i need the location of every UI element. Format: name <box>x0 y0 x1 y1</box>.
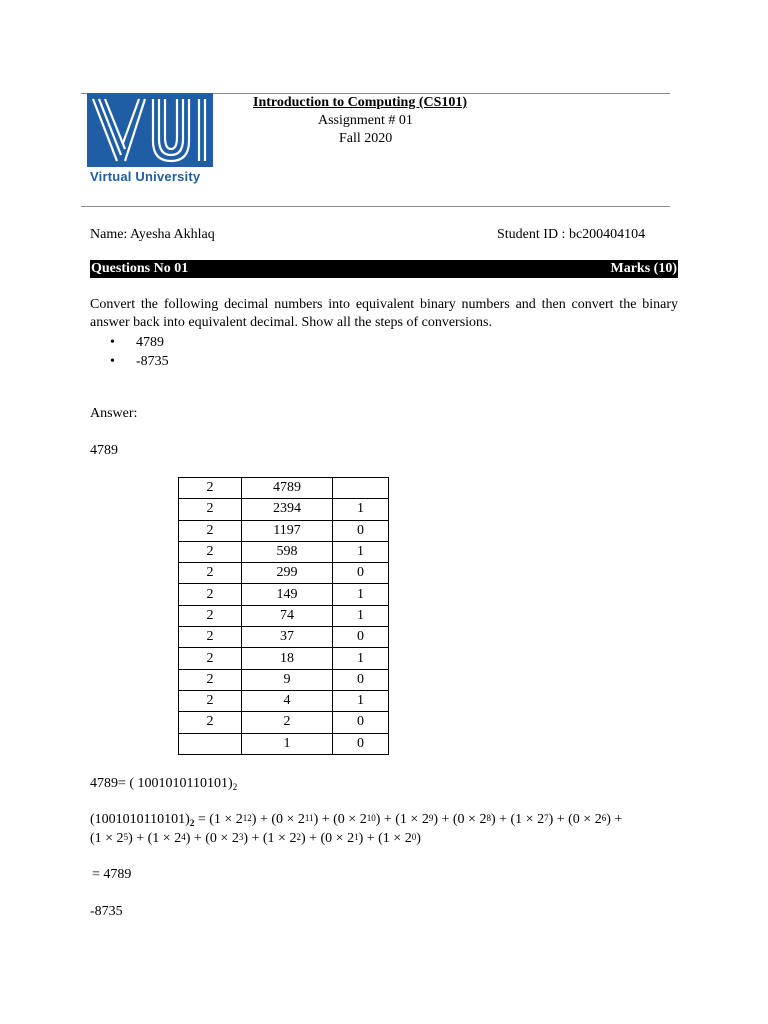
expansion-line-2 <box>90 830 421 848</box>
expansion-line-1 <box>90 811 622 829</box>
divisor-cell: 2 <box>179 499 242 520</box>
division-table <box>178 477 389 755</box>
quotient-cell: 1 <box>242 733 333 754</box>
table-row <box>179 627 389 648</box>
table-row <box>179 584 389 605</box>
remainder-cell <box>333 478 389 499</box>
table-row <box>179 690 389 711</box>
course-title: Introduction to Computing (CS101) <box>253 95 468 110</box>
quotient-cell: 598 <box>242 541 333 562</box>
expansion-term: + $(0 \times 2^3)$ <box>190 831 248 846</box>
expansion-term: + $(1 \times 2^9)$ <box>380 812 438 827</box>
expansion-term: + $(0 \times 2^6)$ + <box>553 812 623 827</box>
expansion-term: + $(1 \times 2^4)$ <box>132 831 191 846</box>
answer-label: Answer: <box>90 406 138 421</box>
table-row <box>179 733 389 754</box>
table-row <box>179 541 389 562</box>
binary-result-base: 2 <box>232 782 238 792</box>
divisor-cell: 2 <box>179 690 242 711</box>
header-bottom-rule <box>81 206 670 207</box>
remainder-cell: 0 <box>333 520 389 541</box>
remainder-cell: 1 <box>333 584 389 605</box>
quotient-cell: 18 <box>242 648 333 669</box>
quotient-cell: 2 <box>242 712 333 733</box>
expansion-term: + $(0 \times 2^{10})$ <box>318 812 381 827</box>
table-row <box>179 520 389 541</box>
quotient-cell: 299 <box>242 563 333 584</box>
expansion-term: + $(0 \times 2^1)$ <box>305 831 364 846</box>
remainder-cell: 0 <box>333 712 389 733</box>
remainder-cell: 1 <box>333 605 389 626</box>
divisor-cell: 2 <box>179 669 242 690</box>
binary-result <box>90 775 237 793</box>
expansion-binary: (1001010110101) <box>90 812 190 827</box>
question-marks: Marks (10) <box>610 261 677 276</box>
quotient-cell: 37 <box>242 627 333 648</box>
question-text: Convert the following decimal numbers into equivalent binary numbers and then convert the binary answer back into equivalent decimal. Show all the steps of conversions. <box>90 297 678 330</box>
divisor-cell: 2 <box>179 627 242 648</box>
quotient-cell: 4789 <box>242 478 333 499</box>
quotient-cell: 1197 <box>242 520 333 541</box>
remainder-cell: 1 <box>333 541 389 562</box>
quotient-cell: 9 <box>242 669 333 690</box>
expansion-total: = 4789 <box>92 867 132 882</box>
question-item: • -8735 <box>110 352 169 371</box>
assignment-number: Assignment # 01 <box>318 113 413 128</box>
question-header-bar <box>90 260 678 278</box>
table-row <box>179 712 389 733</box>
divisor-cell: 2 <box>179 605 242 626</box>
expansion-term: $(1 \times 2^5)$ <box>90 831 133 846</box>
divisor-cell: 2 <box>179 520 242 541</box>
remainder-cell: 0 <box>333 627 389 648</box>
expansion-term: + $(1 \times 2^0)$ <box>363 831 421 846</box>
remainder-cell: 0 <box>333 733 389 754</box>
divisor-cell: 2 <box>179 541 242 562</box>
expansion-term: + $(1 \times 2^2)$ <box>247 831 306 846</box>
student-id: Student ID : bc200404104 <box>497 227 646 242</box>
question-title: Questions No 01 <box>91 261 189 276</box>
binary-result-value: 4789= ( 1001010110101) <box>90 776 233 791</box>
table-row <box>179 478 389 499</box>
remainder-cell: 1 <box>333 690 389 711</box>
vu-logo-text: Virtual University <box>90 169 201 184</box>
vu-logo <box>87 93 213 190</box>
remainder-cell: 1 <box>333 648 389 669</box>
remainder-cell: 1 <box>333 499 389 520</box>
remainder-cell: 0 <box>333 563 389 584</box>
quotient-cell: 149 <box>242 584 333 605</box>
second-number: -8735 <box>90 904 123 919</box>
expansion-term: + $(0 \times 2^{11})$ <box>256 812 319 827</box>
table-row <box>179 648 389 669</box>
vu-logo-mark <box>87 93 213 167</box>
table-row <box>179 499 389 520</box>
divisor-cell: 2 <box>179 712 242 733</box>
question-item: • 4789 <box>110 333 169 352</box>
divisor-cell <box>179 733 242 754</box>
table-row <box>179 669 389 690</box>
divisor-cell: 2 <box>179 478 242 499</box>
quotient-cell: 4 <box>242 690 333 711</box>
divisor-cell: 2 <box>179 563 242 584</box>
quotient-cell: 74 <box>242 605 333 626</box>
table-row <box>179 563 389 584</box>
quotient-cell: 2394 <box>242 499 333 520</box>
divisor-cell: 2 <box>179 584 242 605</box>
answer-number: 4789 <box>90 443 118 458</box>
expansion-term: = $(1 \times 2^{12})$ <box>197 812 257 827</box>
student-name: Name: Ayesha Akhlaq <box>90 227 215 242</box>
term: Fall 2020 <box>339 131 393 146</box>
expansion-base: 2 <box>189 818 195 828</box>
table-row <box>179 605 389 626</box>
question-items <box>110 333 169 371</box>
divisor-cell: 2 <box>179 648 242 669</box>
expansion-term: + $(1 \times 2^7)$ <box>495 812 554 827</box>
expansion-term: + $(0 \times 2^8)$ <box>437 812 496 827</box>
remainder-cell: 0 <box>333 669 389 690</box>
